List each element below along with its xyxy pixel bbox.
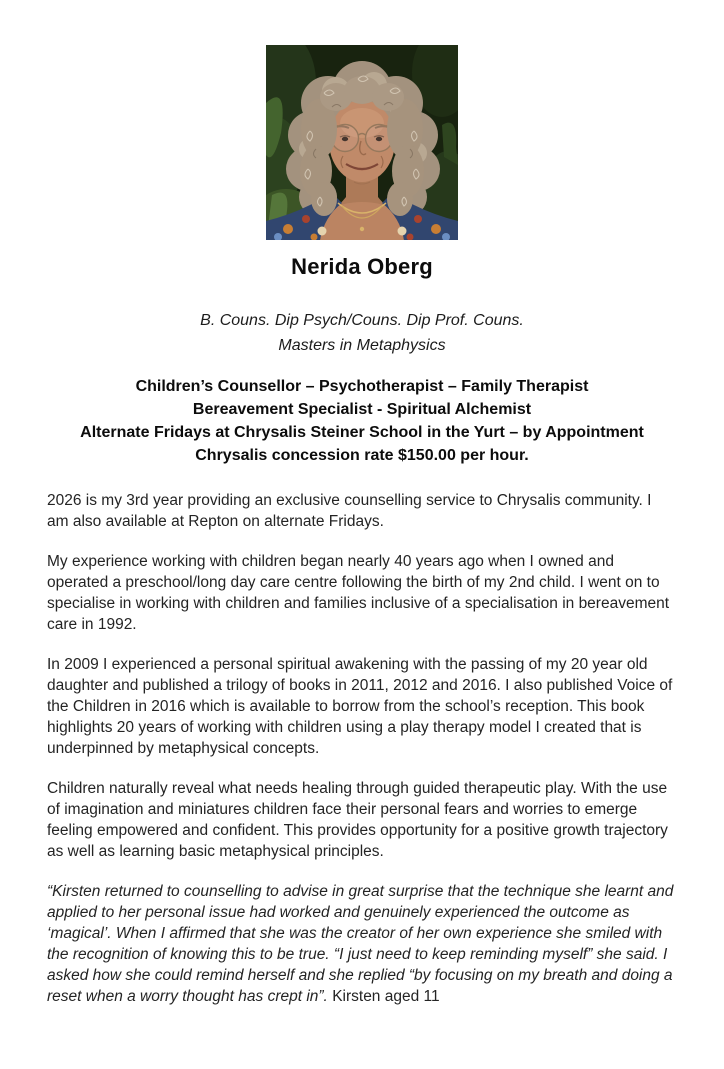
testimonial-attribution: Kirsten aged 11 bbox=[332, 988, 440, 1005]
profile-photo-frame bbox=[266, 45, 458, 240]
headline-availability: Alternate Fridays at Chrysalis Steiner School in the Yurt – by Appointment bbox=[80, 424, 644, 441]
headline-rate: Chrysalis concession rate $150.00 per hour. bbox=[195, 447, 529, 464]
bio-body bbox=[47, 490, 677, 1007]
credentials-line-1: B. Couns. Dip Psych/Couns. Dip Prof. Couns. bbox=[200, 312, 524, 329]
bio-paragraph-2: My experience working with children began nearly 40 years ago when I owned and operated a preschool/long day care centre following the birth of my 2nd child. I went on to specialise in working with children and families inclusive of a specialisation in bereavement care in 1992. bbox=[47, 553, 670, 633]
headline-specialties: Bereavement Specialist - Spiritual Alchemist bbox=[192, 401, 532, 418]
headline-roles: Children’s Counsellor – Psychotherapist – Family Therapist bbox=[135, 378, 589, 395]
testimonial bbox=[47, 881, 677, 1007]
bio-paragraph-4: Children naturally reveal what needs healing through guided therapeutic play. With the use of imagination and miniatures children face their personal fears and worries to emerge feeling empowered and confident. This provides opportunity for a positive growth trajectory as well as learning basic metaphysical principles. bbox=[47, 780, 668, 860]
profile-document bbox=[0, 45, 724, 1069]
bio-paragraph-3: In 2009 I experienced a personal spiritual awakening with the passing of my 20 year old daughter and published a trilogy of books in 2011, 2012 and 2016. I also published Voice of the Children in 2016 which is available to borrow from the school’s reception. This book highlights 20 years of working with children using a play therapy model I created that is underpinned by metaphysical concepts. bbox=[47, 656, 673, 757]
bio-paragraph-1: 2026 is my 3rd year providing an exclusive counselling service to Chrysalis community. I am also available at Repton on alternate Fridays. bbox=[47, 492, 652, 530]
profile-photo bbox=[266, 45, 458, 240]
testimonial-quote: “Kirsten returned to counselling to advise in great surprise that the technique she learnt and applied to her personal issue had worked and genuinely experienced the outcome as ‘magical’. When I affirmed that she was the creator of her own experience she smiled with the recognition of knowing this to be true. “I just need to keep reminding myself” she said. I asked how she could remind herself and she replied “by focusing on my breath and doing a reset when a worry thought has crept in”. bbox=[47, 883, 674, 1005]
credentials-line-2: Masters in Metaphysics bbox=[278, 337, 446, 354]
credentials bbox=[0, 308, 724, 358]
headline-block bbox=[0, 375, 724, 467]
person-name: Nerida Oberg bbox=[291, 254, 433, 279]
